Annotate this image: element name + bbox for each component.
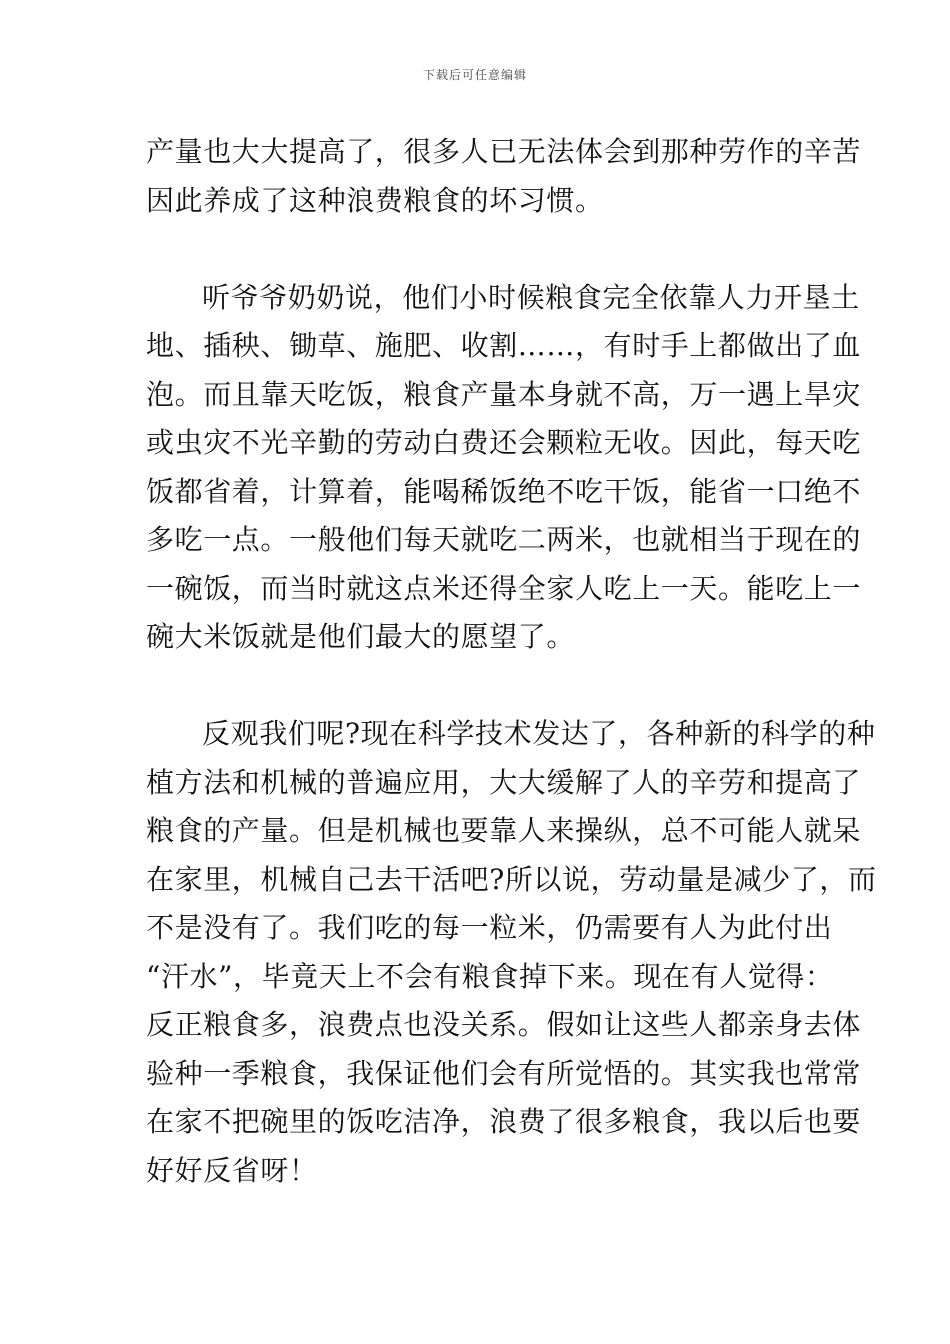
paragraph-gap xyxy=(146,662,806,711)
text-line: 地、插秧、锄草、施肥、收割……，有时手上都做出了血 xyxy=(146,329,862,362)
text-line: 多吃一点。一般他们每天就吃二两米，也就相当于现在的 xyxy=(146,523,862,556)
text-line: 听爷爷奶奶说，他们小时候粮食完全依靠人力开垦土 xyxy=(202,280,860,314)
paragraph-2 xyxy=(146,274,862,662)
text-line: 在家里，机械自己去干活吧?所以说，劳动量是减少了，而 xyxy=(146,862,877,896)
paragraph-1 xyxy=(146,128,862,225)
text-line: 碗大米饭就是他们最大的愿望了。 xyxy=(146,620,576,653)
document-body xyxy=(146,128,877,1195)
paragraph-gap xyxy=(146,225,806,274)
text-line: 产量也大大提高了，很多人已无法体会到那种劳作的辛苦 xyxy=(146,135,862,168)
text-line: 粮食的产量。但是机械也要靠人来操纵，总不可能人就呆 xyxy=(146,814,862,847)
text-line: 一碗饭，而当时就这点米还得全家人吃上一天。能吃上一 xyxy=(146,571,862,605)
text-line: 因此养成了这种浪费粮食的坏习惯。 xyxy=(146,183,604,217)
text-line: 反观我们呢?现在科学技术发达了，各种新的科学的种 xyxy=(202,717,876,750)
text-line: 验种一季粮食，我保证他们会有所觉悟的。其实我也常常 xyxy=(146,1056,862,1090)
text-line: 饭都省着，计算着，能喝稀饭绝不吃干饭，能省一口绝不 xyxy=(146,474,862,508)
text-line: 在家不把碗里的饭吃洁净，浪费了很多粮食，我以后也要 xyxy=(146,1105,862,1138)
text-line: 泡。而且靠天吃饭，粮食产量本身就不高，万一遇上旱灾 xyxy=(146,377,862,411)
text-line: “汗水”，毕竟天上不会有粮食掉下来。现在有人觉得： xyxy=(146,959,834,993)
text-line: 好好反省呀！ xyxy=(146,1153,318,1187)
paragraph-3 xyxy=(146,710,877,1195)
text-line: 或虫灾不光辛勤的劳动白费还会颗粒无收。因此，每天吃 xyxy=(146,426,862,459)
text-line: 植方法和机械的普遍应用，大大缓解了人的辛劳和提高了 xyxy=(146,765,862,799)
page-header: 下载后可任意编辑 xyxy=(422,68,527,82)
text-line: 不是没有了。我们吃的每一粒米，仍需要有人为此付出 xyxy=(146,911,833,944)
text-line: 反正粮食多，浪费点也没关系。假如让这些人都亲身去体 xyxy=(146,1008,862,1041)
